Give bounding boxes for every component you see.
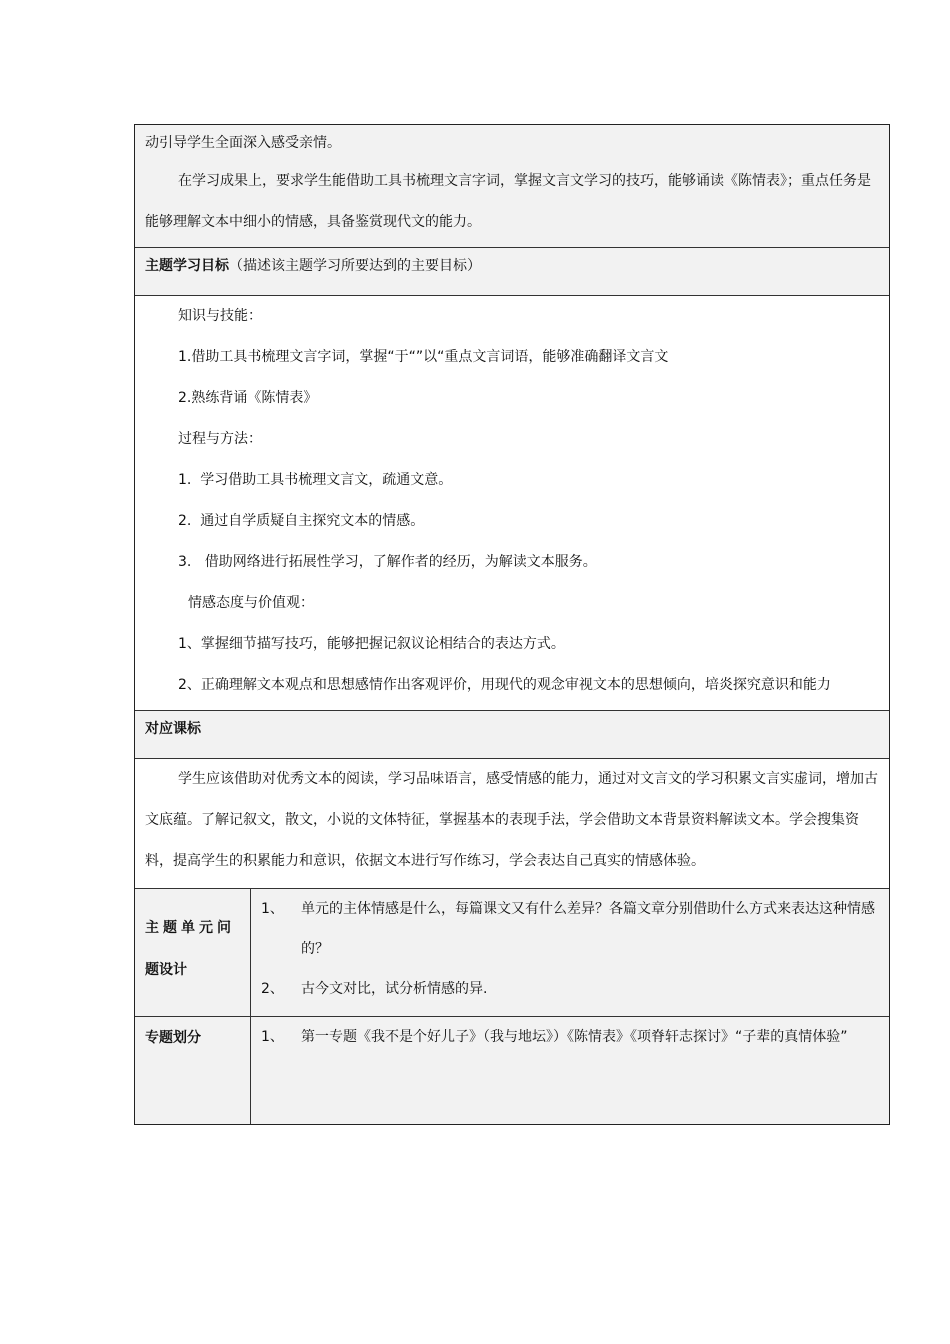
item-number: 1、 xyxy=(261,901,284,917)
unit-question-label xyxy=(135,889,251,1016)
topic-division-list xyxy=(251,1017,889,1124)
knowledge-item: 2.熟练背诵《陈情表》 xyxy=(178,390,318,406)
standard-header xyxy=(135,710,889,758)
item-text: 单元的主体情感是什么，每篇课文又有什么差异？各篇文章分别借助什么方式来表达这种情感的？ xyxy=(301,901,875,957)
item-text: 第一专题《我不是个好儿子》（我与地坛》）《陈情表》《项脊轩志探讨》“子辈的真情体验” xyxy=(301,1029,848,1045)
goals-description: （描述该主题学习所要达到的主要目标） xyxy=(229,258,481,274)
standard-text: 学生应该借助对优秀文本的阅读，学习品味语言，感受情感的能力，通过对文言文的学习积累文言实虚词，增加古文底蕴。了解记叙文，散文，小说的文体特征，掌握基本的表现手法，学会借助文本背景资料解读文本。学会搜集资料，提高学生的积累能力和意识，依据文本进行写作练习，学会表达自己真实的情感体验。 xyxy=(145,771,878,869)
unit-question-item xyxy=(261,969,881,1009)
goals-section xyxy=(135,295,889,710)
process-item: 2. 通过自学质疑自主探究文本的情感。 xyxy=(178,513,425,529)
lesson-plan-table xyxy=(134,124,890,1125)
process-item: 1. 学习借助工具书梳理文言文，疏通文意。 xyxy=(178,472,453,488)
topic-division-label xyxy=(135,1017,251,1124)
attitude-title: 情感态度与价值观： xyxy=(188,595,314,611)
goals-header xyxy=(135,247,889,295)
unit-question-label-line: 题设计 xyxy=(145,962,187,978)
standard-section xyxy=(135,758,889,888)
unit-question-list xyxy=(251,889,889,1016)
attitude-item: 1、掌握细节描写技巧，能够把握记叙议论相结合的表达方式。 xyxy=(178,636,565,652)
goals-header-line xyxy=(135,248,889,284)
knowledge-title: 知识与技能： xyxy=(178,308,262,324)
standard-title: 对应课标 xyxy=(145,721,201,737)
topic-division-row xyxy=(135,1016,889,1124)
intro-paragraph: 在学习成果上，要求学生能借助工具书梳理文言字词，掌握文言文学习的技巧，能够诵读《陈情表》；重点任务是能够理解文本中细小的情感，具备鉴赏现代文的能力。 xyxy=(145,173,871,230)
process-item: 3. 借助网络进行拓展性学习，了解作者的经历，为解读文本服务。 xyxy=(178,554,597,570)
intro-section xyxy=(135,125,889,247)
topic-division-label-text: 专题划分 xyxy=(145,1030,201,1046)
intro-line: 动引导学生全面深入感受亲情。 xyxy=(145,135,341,151)
unit-question-row xyxy=(135,888,889,1016)
item-number: 2、 xyxy=(261,981,284,997)
unit-question-label-line: 主题单元问 xyxy=(145,920,235,936)
knowledge-item: 1.借助工具书梳理文言字词，掌握“于“”以“重点文言词语，能够准确翻译文言文 xyxy=(178,349,669,365)
process-title: 过程与方法： xyxy=(178,431,262,447)
item-text: 古今文对比，试分析情感的异. xyxy=(301,981,488,997)
topic-item xyxy=(261,1017,881,1057)
unit-question-item xyxy=(261,889,881,969)
attitude-item: 2、正确理解文本观点和思想感情作出客观评价，用现代的观念审视文本的思想倾向，培炎探究意识和能力 xyxy=(178,677,831,693)
goals-title: 主题学习目标 xyxy=(145,258,229,274)
item-number: 1、 xyxy=(261,1029,284,1045)
